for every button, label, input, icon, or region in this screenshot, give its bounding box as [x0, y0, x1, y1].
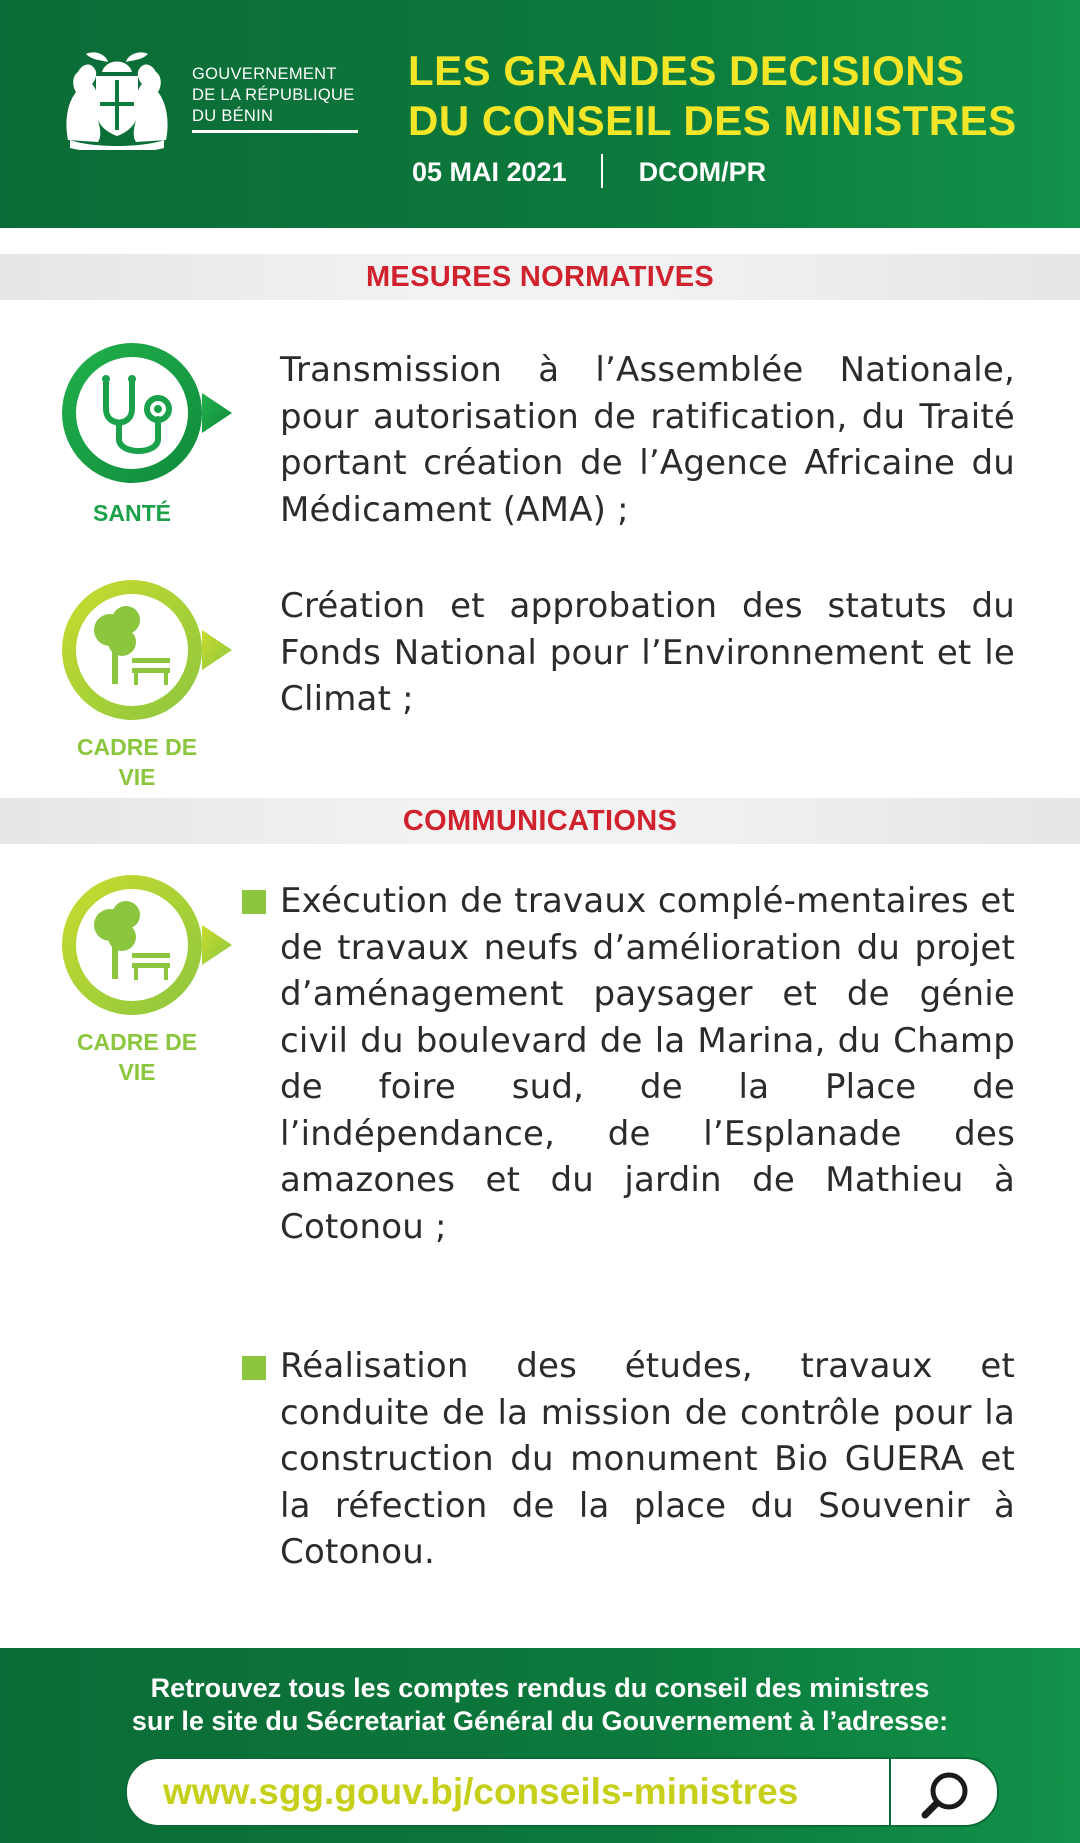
footer-banner: [0, 1648, 1080, 1843]
coat-of-arms-icon: [62, 50, 172, 150]
stethoscope-icon: [62, 343, 242, 493]
section-title-communications: COMMUNICATIONS: [0, 798, 1080, 844]
meeting-date: 05 MAI 2021: [412, 157, 567, 187]
section-title-normatives: MESURES NORMATIVES: [0, 254, 1080, 300]
page-title: [408, 46, 1017, 146]
footer-message: [0, 1672, 1080, 1738]
bullet-text-marina: Exécution de travaux complé-mentaires et de travaux neufs d’amélioration du projet d’aménagement paysager et de génie civil du boulevard de la Marina, du Champ de foire sud, de la Place de l’indépendance, de l’Esplanade des amazones et du jardin de Mathieu à Cotonou ;: [280, 881, 1015, 1247]
url-search-bar[interactable]: [125, 1757, 999, 1827]
gov-line-1: GOUVERNEMENT: [192, 65, 337, 83]
category-cadre-de-vie-2: [62, 875, 242, 1085]
category-label-line-2: VIE: [118, 1059, 156, 1085]
meta-separator: [601, 154, 603, 188]
gov-line-3: DU BÉNIN: [192, 107, 274, 125]
meeting-source: DCOM/PR: [638, 157, 767, 187]
bullet-text-bio-guera: Réalisation des études, travaux et conduite de la mission de contrôle pour la construction du monument Bio GUERA et la réfection de la place du Souvenir à Cotonou.: [280, 1346, 1015, 1572]
gov-line-2: DE LA RÉPUBLIQUE: [192, 86, 355, 104]
category-label-cadre-de-vie-1: [62, 732, 212, 792]
tree-bench-icon: [62, 875, 242, 1025]
category-label-sante: SANTÉ: [93, 500, 171, 526]
category-cadre-de-vie-1: [62, 580, 242, 790]
bullet-marker: [242, 890, 266, 914]
item-text-fnec: Création et approbation des statuts du Fonds National pour l’Environnement et le Climat ;: [280, 586, 1015, 719]
category-label-line-1: CADRE DE: [76, 1029, 198, 1055]
category-sante: [62, 343, 242, 533]
category-label-line-2: VIE: [118, 764, 156, 790]
item-text-ama: Transmission à l’Assemblée Nationale, pour autorisation de ratification, du Traité portant création de l’Agence Africaine du Médicament (AMA) ;: [280, 350, 1015, 530]
title-line-1: LES GRANDES DECISIONS: [408, 47, 965, 94]
title-line-2: DU CONSEIL DES MINISTRES: [408, 97, 1017, 144]
url-link[interactable]: www.sgg.gouv.bj/conseils-ministres: [163, 1771, 799, 1812]
government-name: [192, 64, 355, 127]
tree-bench-icon: [62, 580, 242, 730]
gov-underline: [192, 130, 358, 133]
search-icon[interactable]: [891, 1759, 999, 1827]
category-label-line-1: CADRE DE: [76, 734, 198, 760]
bullet-marker: [242, 1356, 266, 1380]
header-banner: [0, 0, 1080, 228]
header-meta: [412, 152, 766, 192]
category-label-cadre-de-vie-2: [62, 1027, 212, 1087]
footer-line-1: Retrouvez tous les comptes rendus du conseil des ministres: [150, 1673, 930, 1703]
footer-line-2: sur le site du Sécretariat Général du Gouvernement à l’adresse:: [131, 1706, 949, 1736]
